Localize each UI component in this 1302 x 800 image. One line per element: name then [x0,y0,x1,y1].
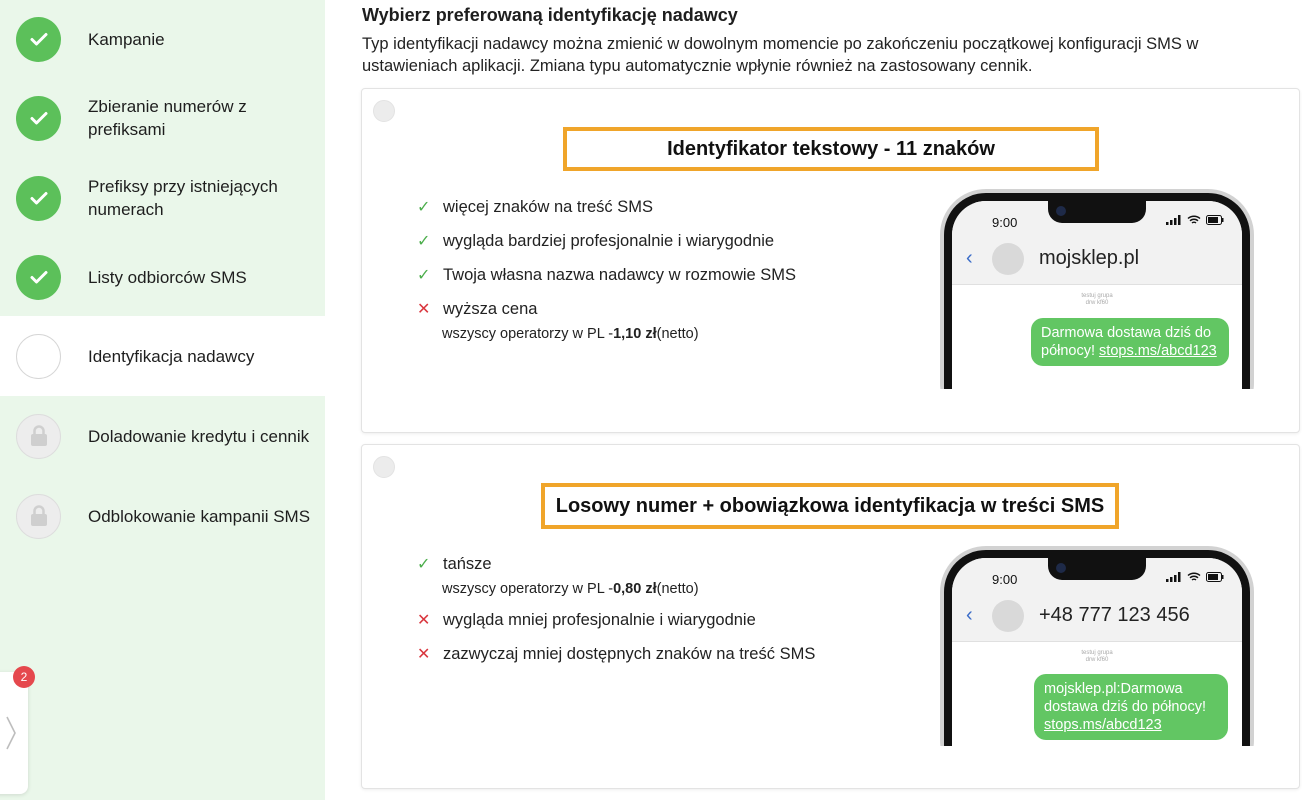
sender-name: mojsklep.pl [1039,247,1140,269]
step-label: Zbieranie numerów z prefiksami [88,97,247,139]
expand-panel-button[interactable] [0,672,28,794]
feature-pro: ✓ wygląda bardziej profesjonalnie i wiarygodnie [417,231,775,250]
phone-preview [940,546,1254,746]
feature-con: ✕ wygląda mniej profesjonalnie i wiarygodnie [417,610,756,629]
feature-pro: ✓ Twoja własna nazwa nadawcy w rozmowie SMS [417,265,797,284]
feature-pro: ✓ więcej znaków na treść SMS [417,197,653,216]
check-icon [16,176,61,221]
step-zbieranie-numerow[interactable] [0,78,325,158]
feature-con: ✕ wyższa cena [417,299,538,318]
chevron-right-icon [5,713,17,753]
contact-avatar [992,600,1024,632]
contact-avatar [992,243,1024,275]
cross-icon: ✕ [417,646,431,663]
sms-link: stops.ms/abcd123 [1044,717,1162,733]
step-identyfikacja-nadawcy[interactable] [0,316,325,396]
battery-icon [1206,572,1224,582]
page-title: Wybierz preferowaną identyfikację nadawcy [362,5,738,25]
phone-screen: 9:00 ‹ mojsklep.pl testuj grupa drw kf60 Darmowa dostawa dziś do północy! stops.ms/abcd123 [952,201,1242,389]
step-label: Kampanie [88,29,165,49]
battery-icon [1206,215,1224,225]
sms-link: stops.ms/abcd123 [1099,343,1217,359]
page-description: Typ identyfikacji nadawcy można zmienić w dowolnym momencie po zakończeniu początkowej konfiguracji SMS w ustawieniach aplikacji. Zmiana typu automatycznie wpłynie również na zastosowany cennik. [362,35,1199,75]
step-doladowanie-kredytu[interactable] [0,396,325,476]
lock-icon [16,494,61,539]
setup-steps-sidebar [0,0,325,800]
checkmark-icon: ✓ [417,267,431,284]
feature-list [417,190,796,348]
option-card-random-number[interactable] [361,444,1300,789]
empty-circle-icon [16,334,61,379]
sms-bubble: Darmowa dostawa dziś do północy! stops.ms/abcd123 [1031,318,1229,366]
step-listy-odbiorcow[interactable] [0,238,325,316]
cross-icon: ✕ [417,301,431,318]
step-label: Odblokowanie kampanii SMS [88,506,311,526]
notification-badge: 2 [13,666,35,688]
wifi-icon [1187,215,1201,225]
feature-con: ✕ zazwyczaj mniej dostępnych znaków na treść SMS [417,644,816,663]
wifi-icon [1187,572,1201,582]
step-label: Identyfikacja nadawcy [88,346,255,366]
checkmark-icon: ✓ [417,199,431,216]
check-icon [16,96,61,141]
signal-icon [1166,572,1182,582]
check-icon [16,17,61,62]
phone-time: 9:00 [992,215,1018,230]
step-odblokowanie-kampanii[interactable] [0,476,325,556]
step-label: Listy odbiorców SMS [88,267,247,287]
step-kampanie[interactable] [0,0,325,78]
price-info: wszyscy operatorzy w PL - 0,80 zł (netto) [442,581,699,597]
phone-time: 9:00 [992,572,1018,587]
option-radio[interactable] [373,100,395,122]
camera-icon [1056,206,1066,216]
step-label: Prefiksy przy istniejących numerach [88,177,278,219]
option-title: Losowy numer + obowiązkowa identyfikacja w treści SMS [541,483,1119,529]
feature-pro: ✓ tańsze [417,554,492,573]
phone-screen: 9:00 ‹ +48 777 123 456 testuj grupa drw kf60 mojsklep.pl:Darmowa dostawa dziś do północy! stops.ms/abcd123 [952,558,1242,746]
camera-icon [1056,563,1066,573]
sms-bubble: mojsklep.pl:Darmowa dostawa dziś do północy! stops.ms/abcd123 [1034,674,1228,740]
phone-preview [940,189,1254,389]
lock-icon [16,414,61,459]
price-info: wszyscy operatorzy w PL - 1,10 zł (netto) [442,326,699,342]
option-radio[interactable] [373,456,395,478]
check-icon [16,255,61,300]
sender-number: +48 777 123 456 [1039,604,1190,626]
step-label: Doladowanie kredytu i cennik [88,426,310,446]
option-title: Identyfikator tekstowy - 11 znaków [563,127,1099,171]
option-card-text-sender[interactable] [361,88,1300,433]
cross-icon: ✕ [417,612,431,629]
checkmark-icon: ✓ [417,556,431,573]
back-chevron-icon: ‹ [966,604,973,626]
feature-list [417,547,815,671]
checkmark-icon: ✓ [417,233,431,250]
step-prefiksy[interactable] [0,158,325,238]
signal-icon [1166,215,1182,225]
back-chevron-icon: ‹ [966,247,973,269]
